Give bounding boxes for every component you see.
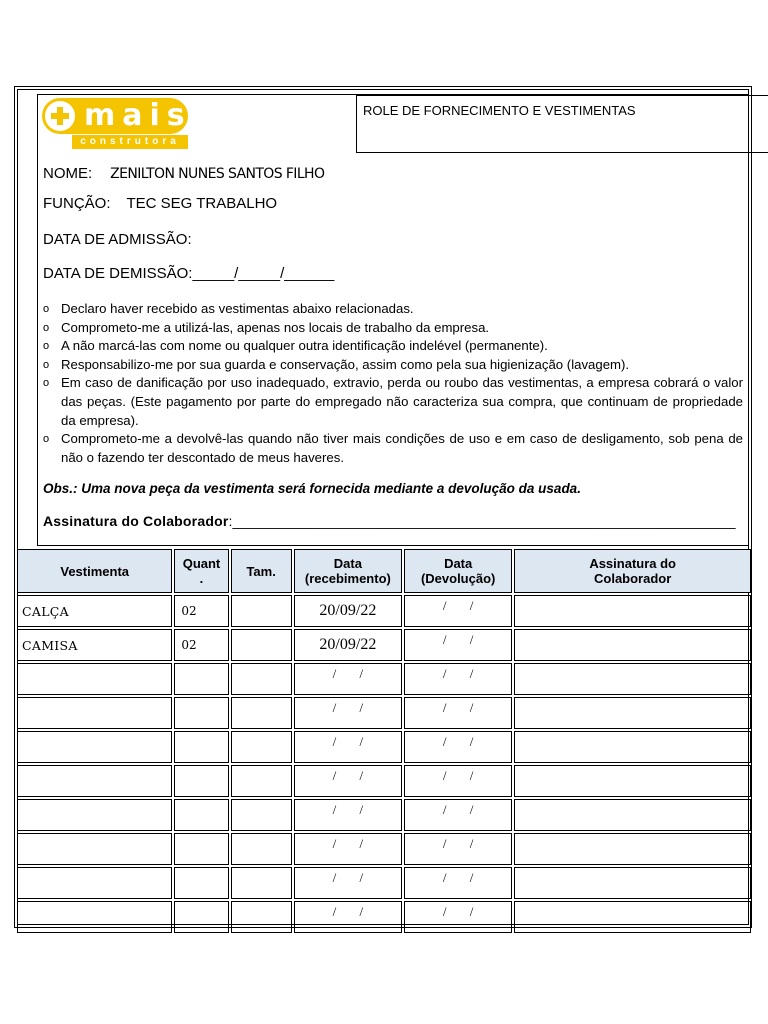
cell-assinatura[interactable] xyxy=(514,833,751,865)
cell-vestimenta[interactable] xyxy=(17,663,172,695)
header-vestimenta: Vestimenta xyxy=(17,549,172,593)
declaration-item: o Comprometo-me a utilizá-las, apenas nos locais de trabalho da empresa. xyxy=(43,319,743,338)
cell-quant[interactable]: 02 xyxy=(174,629,228,661)
cell-data-devolucao[interactable]: / / xyxy=(404,867,512,899)
cell-assinatura[interactable] xyxy=(514,629,751,661)
funcao-label: FUNÇÃO: xyxy=(43,195,111,212)
cell-quant[interactable] xyxy=(174,663,228,695)
bullet-icon: o xyxy=(43,433,50,446)
header-quant: Quant . xyxy=(174,549,228,593)
cell-data-devolucao[interactable]: / / xyxy=(404,901,512,933)
signature-field xyxy=(43,513,736,529)
table-row xyxy=(17,629,751,661)
cell-data-recebimento[interactable]: / / xyxy=(294,799,402,831)
declaration-item: o Comprometo-me a devolvê-las quando não tiver mais condições de uso e em caso de desligamento, sob pena de não o fazendo ter descontado de meus haveres. xyxy=(43,431,743,465)
cell-vestimenta[interactable]: CAMISA xyxy=(17,629,172,661)
admissao-field: DATA DE ADMISSÃO: xyxy=(43,231,192,248)
nome-value: ZENILTON NUNES SANTOS FILHO xyxy=(110,166,325,182)
cell-quant[interactable] xyxy=(174,697,228,729)
cell-data-devolucao[interactable]: / / xyxy=(404,731,512,763)
funcao-field xyxy=(43,195,277,212)
nome-label: NOME: xyxy=(43,165,93,182)
cell-quant[interactable] xyxy=(174,799,228,831)
cell-tam[interactable] xyxy=(231,731,292,763)
cell-assinatura[interactable] xyxy=(514,595,751,627)
cell-tam[interactable] xyxy=(231,629,292,661)
cell-vestimenta[interactable] xyxy=(17,901,172,933)
bullet-icon: o xyxy=(43,358,50,371)
cell-assinatura[interactable] xyxy=(514,867,751,899)
logo-subtitle: construtora xyxy=(72,135,188,149)
declaration-item: o Responsabilizo-me por sua guarda e conservação, assim como pela sua higienização (lavagem). xyxy=(43,356,743,375)
table-row xyxy=(17,901,751,933)
cell-data-devolucao[interactable]: / / xyxy=(404,833,512,865)
cell-data-devolucao[interactable]: / / xyxy=(404,697,512,729)
signature-label: Assinatura do Colaborador xyxy=(43,513,229,529)
cell-data-devolucao[interactable]: / / xyxy=(404,595,512,627)
table-row xyxy=(17,663,751,695)
cell-quant[interactable] xyxy=(174,867,228,899)
table-header-row xyxy=(17,549,751,593)
declaration-item: o Declaro haver recebido as vestimentas abaixo relacionadas. xyxy=(43,300,743,319)
table-row xyxy=(17,867,751,899)
obs-note: Obs.: Uma nova peça da vestimenta será fornecida mediante a devolução da usada. xyxy=(43,481,581,496)
table-row xyxy=(17,731,751,763)
cell-data-recebimento[interactable]: / / xyxy=(294,833,402,865)
cell-data-recebimento[interactable]: / / xyxy=(294,731,402,763)
demissao-field: DATA DE DEMISSÃO:_____/_____/______ xyxy=(43,265,335,282)
cell-assinatura[interactable] xyxy=(514,697,751,729)
bullet-icon: o xyxy=(43,340,50,353)
vestments-table xyxy=(15,547,753,935)
cell-data-recebimento[interactable]: / / xyxy=(294,765,402,797)
logo-badge xyxy=(42,98,192,134)
table-row xyxy=(17,595,751,627)
cell-quant[interactable] xyxy=(174,765,228,797)
company-logo xyxy=(42,98,192,150)
header-data-recebimento: Data (recebimento) xyxy=(294,549,402,593)
cell-quant[interactable] xyxy=(174,901,228,933)
cell-tam[interactable] xyxy=(231,867,292,899)
header-data-devolucao: Data (Devolução) xyxy=(404,549,512,593)
table-row xyxy=(17,697,751,729)
logo-word: mais xyxy=(84,98,192,133)
cell-assinatura[interactable] xyxy=(514,663,751,695)
plus-icon xyxy=(45,101,75,131)
bullet-icon: o xyxy=(43,321,50,334)
cell-quant[interactable] xyxy=(174,833,228,865)
table-row xyxy=(17,765,751,797)
header-assinatura: Assinatura do Colaborador xyxy=(514,549,751,593)
cell-data-recebimento[interactable]: 20/09/22 xyxy=(294,595,402,627)
cell-tam[interactable] xyxy=(231,901,292,933)
cell-tam[interactable] xyxy=(231,833,292,865)
cell-tam[interactable] xyxy=(231,765,292,797)
funcao-value: TEC SEG TRABALHO xyxy=(126,195,278,212)
declaration-item: o Em caso de danificação por uso inadequado, extravio, perda ou roubo das vestimentas, a empresa cobrará o valor das peças. (Este pagamento por parte do empregado não caracteriza sua compra, que continuam de propriedade da empresa). xyxy=(43,375,743,428)
signature-line[interactable]: :_______________________________________________________________ xyxy=(228,513,736,529)
cell-data-devolucao[interactable]: / / xyxy=(404,765,512,797)
cell-assinatura[interactable] xyxy=(514,731,751,763)
cell-data-devolucao[interactable]: / / xyxy=(404,629,512,661)
nome-field xyxy=(43,165,324,182)
declaration-item: o A não marcá-las com nome ou qualquer outra identificação indelével (permanente). xyxy=(43,337,743,356)
cell-vestimenta[interactable] xyxy=(17,833,172,865)
cell-vestimenta[interactable] xyxy=(17,799,172,831)
cell-assinatura[interactable] xyxy=(514,901,751,933)
cell-data-recebimento[interactable]: / / xyxy=(294,901,402,933)
cell-data-recebimento[interactable]: 20/09/22 xyxy=(294,629,402,661)
bullet-icon: o xyxy=(43,303,50,315)
cell-data-devolucao[interactable]: / / xyxy=(404,663,512,695)
cell-data-recebimento[interactable]: / / xyxy=(294,867,402,899)
bullet-icon: o xyxy=(43,377,50,390)
cell-tam[interactable] xyxy=(231,799,292,831)
cell-vestimenta[interactable] xyxy=(17,697,172,729)
cell-data-devolucao[interactable]: / / xyxy=(404,799,512,831)
cell-vestimenta[interactable] xyxy=(17,867,172,899)
cell-vestimenta[interactable] xyxy=(17,765,172,797)
declarations-list xyxy=(43,300,743,467)
table-row xyxy=(17,833,751,865)
document-title: ROLE DE FORNECIMENTO E VESTIMENTAS xyxy=(356,95,768,153)
cell-quant[interactable] xyxy=(174,731,228,763)
cell-quant[interactable]: 02 xyxy=(174,595,228,627)
cell-assinatura[interactable] xyxy=(514,799,751,831)
cell-tam[interactable] xyxy=(231,663,292,695)
header-tam: Tam. xyxy=(231,549,292,593)
cell-tam[interactable] xyxy=(231,595,292,627)
cell-tam[interactable] xyxy=(231,697,292,729)
table-row xyxy=(17,799,751,831)
cell-vestimenta[interactable] xyxy=(17,731,172,763)
cell-data-recebimento[interactable]: / / xyxy=(294,663,402,695)
cell-vestimenta[interactable]: CALÇA xyxy=(17,595,172,627)
cell-data-recebimento[interactable]: / / xyxy=(294,697,402,729)
cell-assinatura[interactable] xyxy=(514,765,751,797)
